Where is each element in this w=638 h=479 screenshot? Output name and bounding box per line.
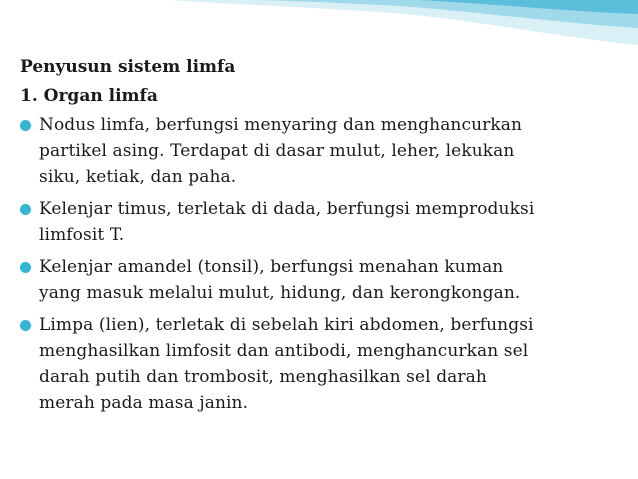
bullet-item-kelenjar-timus — [20, 196, 625, 248]
bullet-line: Kelenjar amandel (tonsil), berfungsi menahan kuman — [39, 257, 504, 277]
bullet-item-limpa — [20, 312, 625, 416]
bullet-item-kelenjar-amandel — [20, 254, 625, 306]
bullet-line: menghasilkan limfosit dan antibodi, menghancurkan sel — [39, 341, 529, 361]
slide-title: Penyusun sistem limfa — [20, 57, 236, 77]
bullet-line: Kelenjar timus, terletak di dada, berfungsi memproduksi — [39, 199, 535, 219]
bullet-line: darah putih dan trombosit, menghasilkan sel darah — [39, 367, 487, 387]
bullet-item-nodus-limfa — [20, 112, 625, 190]
bullet-line: Nodus limfa, berfungsi menyaring dan menghancurkan — [39, 115, 523, 135]
bullet-line: siku, ketiak, dan paha. — [39, 167, 237, 187]
section-heading: 1. Organ limfa — [20, 86, 158, 106]
bullet-line: limfosit T. — [39, 225, 125, 245]
bullet-line: yang masuk melalui mulut, hidung, dan kerongkongan. — [39, 283, 521, 303]
bullet-line: partikel asing. Terdapat di dasar mulut, leher, lekukan — [39, 141, 515, 161]
bullet-dot-icon — [20, 320, 31, 331]
bullet-line: Limpa (lien), terletak di sebelah kiri abdomen, berfungsi — [39, 315, 534, 335]
bullet-dot-icon — [20, 120, 31, 131]
slide-content — [20, 54, 625, 422]
bullet-dot-icon — [20, 204, 31, 215]
bullet-dot-icon — [20, 262, 31, 273]
bullet-list — [20, 112, 625, 416]
wave-banner — [0, 0, 638, 60]
bullet-line: merah pada masa janin. — [39, 393, 249, 413]
